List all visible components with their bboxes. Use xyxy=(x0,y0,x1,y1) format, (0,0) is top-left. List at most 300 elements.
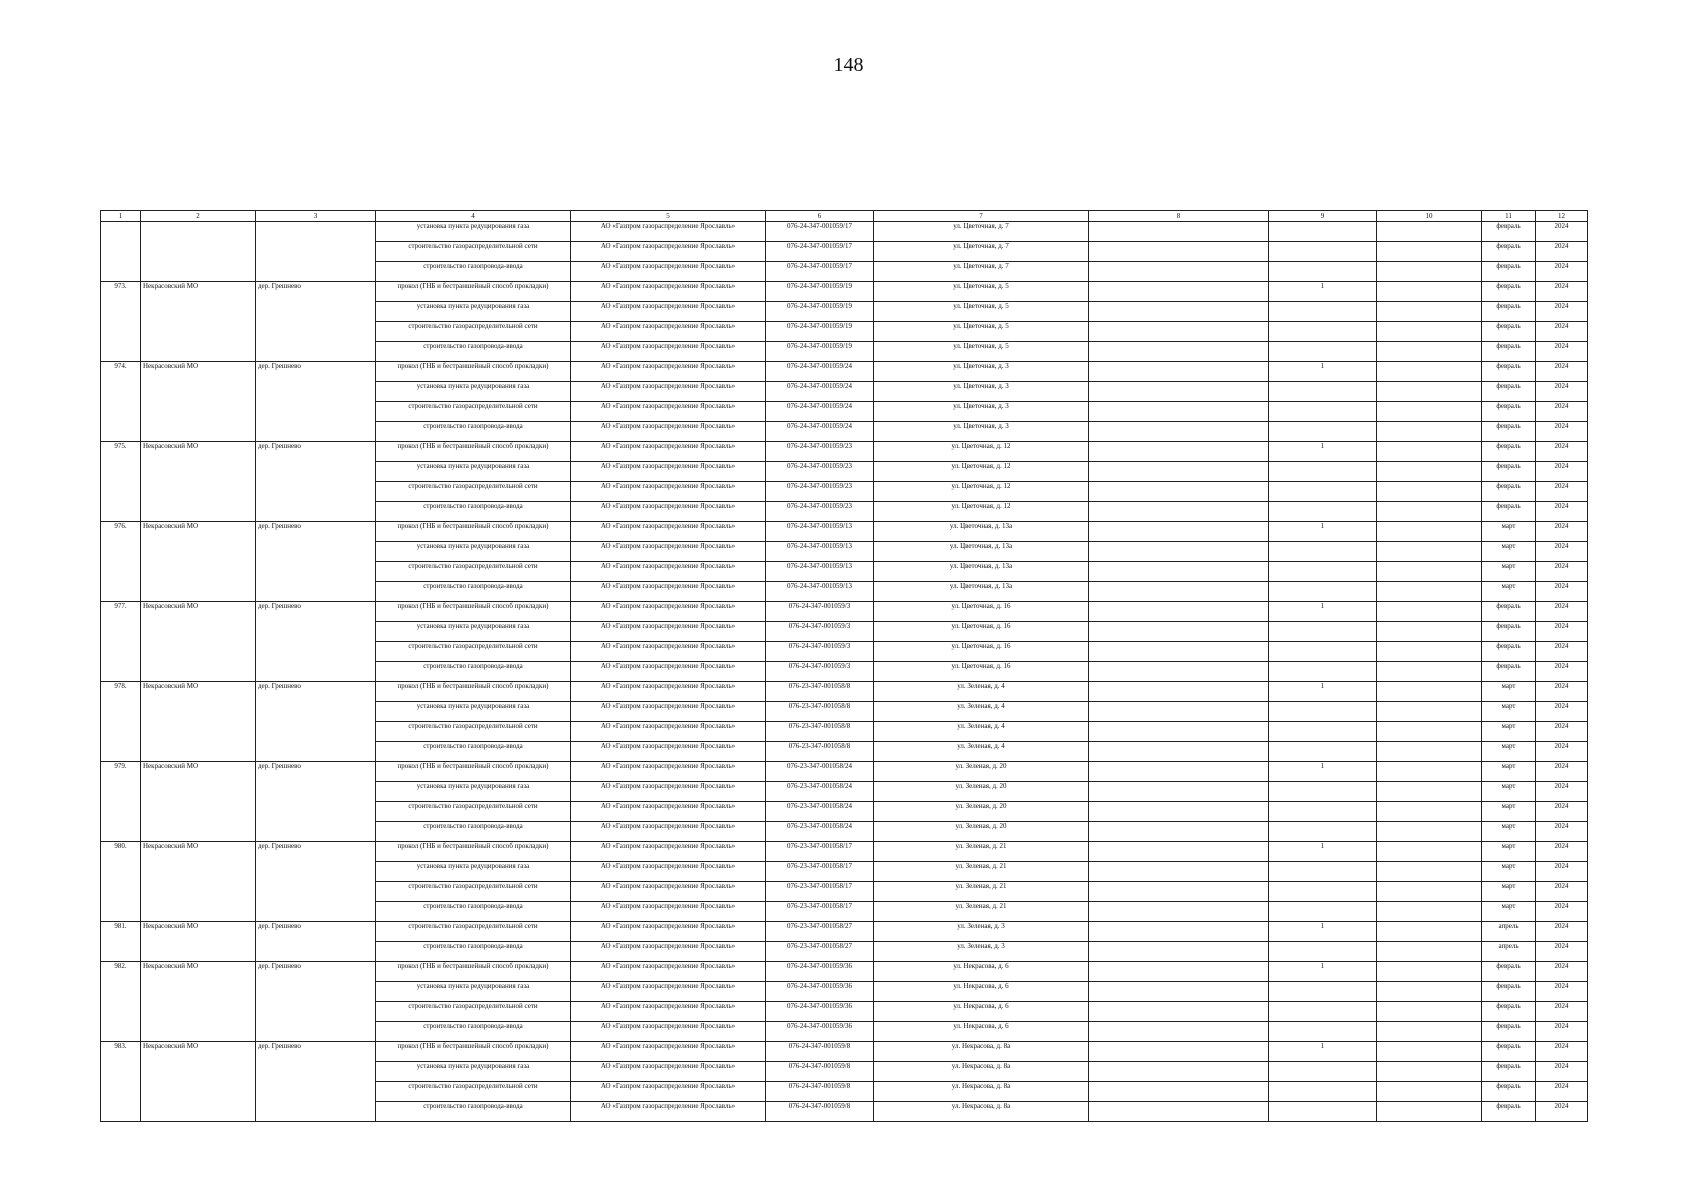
col10-cell xyxy=(1377,662,1482,682)
work-type-cell: прокол (ГНБ и бестраншейный способ прокладки) xyxy=(376,762,571,782)
request-code-cell: 076-23-347-001058/17 xyxy=(766,882,874,902)
col8-cell xyxy=(1089,422,1269,442)
month-cell: февраль xyxy=(1482,262,1536,282)
col8-cell xyxy=(1089,662,1269,682)
year-cell: 2024 xyxy=(1536,382,1588,402)
request-code-cell: 076-24-347-001059/13 xyxy=(766,522,874,542)
count-cell xyxy=(1269,1062,1377,1082)
col10-cell xyxy=(1377,1062,1482,1082)
row-number-cell: 978. xyxy=(101,682,141,762)
address-cell: ул. Цветочная, д. 12 xyxy=(874,482,1089,502)
count-cell xyxy=(1269,722,1377,742)
work-type-cell: установка пункта редуцирования газа xyxy=(376,702,571,722)
month-cell: февраль xyxy=(1482,442,1536,462)
count-cell xyxy=(1269,642,1377,662)
col10-cell xyxy=(1377,522,1482,542)
table-row xyxy=(101,922,1588,942)
count-cell xyxy=(1269,542,1377,562)
year-cell: 2024 xyxy=(1536,562,1588,582)
col10-cell xyxy=(1377,502,1482,522)
municipality-cell: Некрасовский МО xyxy=(141,922,256,962)
row-number-cell: 979. xyxy=(101,762,141,842)
col8-cell xyxy=(1089,242,1269,262)
request-code-cell: 076-24-347-001059/8 xyxy=(766,1062,874,1082)
col8-cell xyxy=(1089,782,1269,802)
col10-cell xyxy=(1377,302,1482,322)
month-cell: март xyxy=(1482,522,1536,542)
organization-cell: АО «Газпром газораспределение Ярославль» xyxy=(571,982,766,1002)
month-cell: март xyxy=(1482,582,1536,602)
col8-cell xyxy=(1089,822,1269,842)
organization-cell: АО «Газпром газораспределение Ярославль» xyxy=(571,1062,766,1082)
address-cell: ул. Зеленая, д. 4 xyxy=(874,702,1089,722)
request-code-cell: 076-24-347-001059/17 xyxy=(766,242,874,262)
request-code-cell: 076-24-347-001059/8 xyxy=(766,1102,874,1122)
work-type-cell: установка пункта редуцирования газа xyxy=(376,462,571,482)
col8-cell xyxy=(1089,982,1269,1002)
count-cell: 1 xyxy=(1269,682,1377,702)
col10-cell xyxy=(1377,742,1482,762)
column-header: 3 xyxy=(256,211,376,222)
count-cell xyxy=(1269,462,1377,482)
work-type-cell: строительство газораспределительной сети xyxy=(376,1002,571,1022)
year-cell: 2024 xyxy=(1536,782,1588,802)
organization-cell: АО «Газпром газораспределение Ярославль» xyxy=(571,642,766,662)
request-code-cell: 076-23-347-001058/27 xyxy=(766,942,874,962)
address-cell: ул. Цветочная, д. 5 xyxy=(874,322,1089,342)
address-cell: ул. Зеленая, д. 20 xyxy=(874,762,1089,782)
month-cell: апрель xyxy=(1482,942,1536,962)
col8-cell xyxy=(1089,322,1269,342)
col10-cell xyxy=(1377,1082,1482,1102)
organization-cell: АО «Газпром газораспределение Ярославль» xyxy=(571,302,766,322)
municipality-cell: Некрасовский МО xyxy=(141,762,256,842)
municipality-cell: Некрасовский МО xyxy=(141,1042,256,1122)
address-cell: ул. Цветочная, д. 13а xyxy=(874,542,1089,562)
col8-cell xyxy=(1089,622,1269,642)
municipality-cell: Некрасовский МО xyxy=(141,282,256,362)
col10-cell xyxy=(1377,262,1482,282)
table-row xyxy=(101,282,1588,302)
table-row xyxy=(101,962,1588,982)
work-type-cell: строительство газопровода-ввода xyxy=(376,502,571,522)
col8-cell xyxy=(1089,1002,1269,1022)
organization-cell: АО «Газпром газораспределение Ярославль» xyxy=(571,442,766,462)
month-cell: февраль xyxy=(1482,982,1536,1002)
address-cell: ул. Цветочная, д. 3 xyxy=(874,362,1089,382)
year-cell: 2024 xyxy=(1536,582,1588,602)
organization-cell: АО «Газпром газораспределение Ярославль» xyxy=(571,902,766,922)
request-code-cell: 076-24-347-001059/13 xyxy=(766,582,874,602)
col10-cell xyxy=(1377,402,1482,422)
count-cell: 1 xyxy=(1269,842,1377,862)
year-cell: 2024 xyxy=(1536,722,1588,742)
organization-cell: АО «Газпром газораспределение Ярославль» xyxy=(571,482,766,502)
col8-cell xyxy=(1089,362,1269,382)
col10-cell xyxy=(1377,942,1482,962)
settlement-cell: дер. Грешнево xyxy=(256,962,376,1042)
col8-cell xyxy=(1089,742,1269,762)
month-cell: февраль xyxy=(1482,322,1536,342)
settlement-cell: дер. Грешнево xyxy=(256,842,376,922)
month-cell: март xyxy=(1482,882,1536,902)
col8-cell xyxy=(1089,722,1269,742)
month-cell: март xyxy=(1482,702,1536,722)
request-code-cell: 076-24-347-001059/24 xyxy=(766,422,874,442)
address-cell: ул. Цветочная, д. 5 xyxy=(874,342,1089,362)
col8-cell xyxy=(1089,402,1269,422)
col8-cell xyxy=(1089,562,1269,582)
col10-cell xyxy=(1377,702,1482,722)
col8-cell xyxy=(1089,462,1269,482)
address-cell: ул. Цветочная, д. 3 xyxy=(874,402,1089,422)
column-number-row xyxy=(101,211,1588,222)
request-code-cell: 076-23-347-001058/24 xyxy=(766,762,874,782)
work-type-cell: установка пункта редуцирования газа xyxy=(376,782,571,802)
settlement-cell: дер. Грешнево xyxy=(256,922,376,962)
year-cell: 2024 xyxy=(1536,982,1588,1002)
work-type-cell: строительство газопровода-ввода xyxy=(376,662,571,682)
address-cell: ул. Цветочная, д. 7 xyxy=(874,222,1089,242)
settlement-cell: дер. Грешнево xyxy=(256,1042,376,1122)
table-body xyxy=(101,222,1588,1122)
organization-cell: АО «Газпром газораспределение Ярославль» xyxy=(571,942,766,962)
col8-cell xyxy=(1089,382,1269,402)
organization-cell: АО «Газпром газораспределение Ярославль» xyxy=(571,462,766,482)
work-type-cell: строительство газораспределительной сети xyxy=(376,642,571,662)
work-type-cell: прокол (ГНБ и бестраншейный способ прокладки) xyxy=(376,682,571,702)
request-code-cell: 076-24-347-001059/23 xyxy=(766,442,874,462)
organization-cell: АО «Газпром газораспределение Ярославль» xyxy=(571,862,766,882)
work-type-cell: строительство газораспределительной сети xyxy=(376,882,571,902)
address-cell: ул. Цветочная, д. 13а xyxy=(874,562,1089,582)
month-cell: февраль xyxy=(1482,462,1536,482)
col8-cell xyxy=(1089,842,1269,862)
organization-cell: АО «Газпром газораспределение Ярославль» xyxy=(571,502,766,522)
request-code-cell: 076-23-347-001058/24 xyxy=(766,822,874,842)
organization-cell: АО «Газпром газораспределение Ярославль» xyxy=(571,262,766,282)
address-cell: ул. Цветочная, д. 5 xyxy=(874,282,1089,302)
col8-cell xyxy=(1089,302,1269,322)
count-cell xyxy=(1269,982,1377,1002)
work-type-cell: строительство газораспределительной сети xyxy=(376,322,571,342)
address-cell: ул. Некрасова, д. 8а xyxy=(874,1042,1089,1062)
work-type-cell: строительство газораспределительной сети xyxy=(376,402,571,422)
column-header: 11 xyxy=(1482,211,1536,222)
address-cell: ул. Цветочная, д. 13а xyxy=(874,582,1089,602)
col10-cell xyxy=(1377,682,1482,702)
request-code-cell: 076-23-347-001058/24 xyxy=(766,802,874,822)
address-cell: ул. Цветочная, д. 3 xyxy=(874,422,1089,442)
address-cell: ул. Зеленая, д. 21 xyxy=(874,882,1089,902)
column-header: 12 xyxy=(1536,211,1588,222)
address-cell: ул. Некрасова, д. 8а xyxy=(874,1102,1089,1122)
count-cell xyxy=(1269,882,1377,902)
organization-cell: АО «Газпром газораспределение Ярославль» xyxy=(571,822,766,842)
month-cell: февраль xyxy=(1482,342,1536,362)
year-cell: 2024 xyxy=(1536,882,1588,902)
count-cell xyxy=(1269,702,1377,722)
request-code-cell: 076-23-347-001058/8 xyxy=(766,722,874,742)
year-cell: 2024 xyxy=(1536,362,1588,382)
address-cell: ул. Цветочная, д. 7 xyxy=(874,262,1089,282)
column-header: 6 xyxy=(766,211,874,222)
month-cell: февраль xyxy=(1482,362,1536,382)
organization-cell: АО «Газпром газораспределение Ярославль» xyxy=(571,422,766,442)
column-header: 5 xyxy=(571,211,766,222)
year-cell: 2024 xyxy=(1536,502,1588,522)
month-cell: февраль xyxy=(1482,422,1536,442)
request-code-cell: 076-24-347-001059/24 xyxy=(766,402,874,422)
work-type-cell: прокол (ГНБ и бестраншейный способ прокладки) xyxy=(376,1042,571,1062)
month-cell: февраль xyxy=(1482,642,1536,662)
col8-cell xyxy=(1089,802,1269,822)
col8-cell xyxy=(1089,1102,1269,1122)
year-cell: 2024 xyxy=(1536,1002,1588,1022)
table-row xyxy=(101,362,1588,382)
organization-cell: АО «Газпром газораспределение Ярославль» xyxy=(571,222,766,242)
work-type-cell: установка пункта редуцирования газа xyxy=(376,382,571,402)
col8-cell xyxy=(1089,482,1269,502)
count-cell xyxy=(1269,582,1377,602)
request-code-cell: 076-24-347-001059/17 xyxy=(766,262,874,282)
count-cell xyxy=(1269,902,1377,922)
settlement-cell: дер. Грешнево xyxy=(256,282,376,362)
organization-cell: АО «Газпром газораспределение Ярославль» xyxy=(571,922,766,942)
year-cell: 2024 xyxy=(1536,662,1588,682)
request-code-cell: 076-24-347-001059/17 xyxy=(766,222,874,242)
count-cell xyxy=(1269,742,1377,762)
request-code-cell: 076-24-347-001059/8 xyxy=(766,1042,874,1062)
address-cell: ул. Зеленая, д. 4 xyxy=(874,742,1089,762)
month-cell: март xyxy=(1482,742,1536,762)
column-header: 9 xyxy=(1269,211,1377,222)
settlement-cell: дер. Грешнево xyxy=(256,522,376,602)
row-number-cell: 980. xyxy=(101,842,141,922)
year-cell: 2024 xyxy=(1536,402,1588,422)
address-cell: ул. Некрасова, д. 6 xyxy=(874,982,1089,1002)
year-cell: 2024 xyxy=(1536,282,1588,302)
request-code-cell: 076-24-347-001059/13 xyxy=(766,562,874,582)
col8-cell xyxy=(1089,682,1269,702)
work-type-cell: прокол (ГНБ и бестраншейный способ прокладки) xyxy=(376,842,571,862)
work-type-cell: строительство газопровода-ввода xyxy=(376,262,571,282)
request-code-cell: 076-24-347-001059/19 xyxy=(766,342,874,362)
col10-cell xyxy=(1377,882,1482,902)
work-type-cell: установка пункта редуцирования газа xyxy=(376,982,571,1002)
request-code-cell: 076-24-347-001059/3 xyxy=(766,622,874,642)
address-cell: ул. Цветочная, д. 5 xyxy=(874,302,1089,322)
organization-cell: АО «Газпром газораспределение Ярославль» xyxy=(571,1042,766,1062)
year-cell: 2024 xyxy=(1536,322,1588,342)
column-header: 10 xyxy=(1377,211,1482,222)
table-row xyxy=(101,1042,1588,1062)
address-cell: ул. Зеленая, д. 4 xyxy=(874,682,1089,702)
work-type-cell: прокол (ГНБ и бестраншейный способ прокладки) xyxy=(376,602,571,622)
work-type-cell: строительство газораспределительной сети xyxy=(376,922,571,942)
count-cell xyxy=(1269,402,1377,422)
request-code-cell: 076-23-347-001058/27 xyxy=(766,922,874,942)
work-type-cell: строительство газопровода-ввода xyxy=(376,1022,571,1042)
municipality-cell: Некрасовский МО xyxy=(141,362,256,442)
work-type-cell: прокол (ГНБ и бестраншейный способ прокладки) xyxy=(376,442,571,462)
address-cell: ул. Цветочная, д. 12 xyxy=(874,462,1089,482)
request-code-cell: 076-24-347-001059/8 xyxy=(766,1082,874,1102)
work-type-cell: строительство газопровода-ввода xyxy=(376,422,571,442)
row-number-cell xyxy=(101,222,141,282)
organization-cell: АО «Газпром газораспределение Ярославль» xyxy=(571,242,766,262)
organization-cell: АО «Газпром газораспределение Ярославль» xyxy=(571,662,766,682)
count-cell xyxy=(1269,1082,1377,1102)
year-cell: 2024 xyxy=(1536,262,1588,282)
organization-cell: АО «Газпром газораспределение Ярославль» xyxy=(571,622,766,642)
request-code-cell: 076-24-347-001059/19 xyxy=(766,282,874,302)
count-cell xyxy=(1269,222,1377,242)
request-code-cell: 076-24-347-001059/24 xyxy=(766,362,874,382)
col10-cell xyxy=(1377,782,1482,802)
col10-cell xyxy=(1377,802,1482,822)
address-cell: ул. Цветочная, д. 3 xyxy=(874,382,1089,402)
col10-cell xyxy=(1377,602,1482,622)
work-type-cell: строительство газораспределительной сети xyxy=(376,1082,571,1102)
count-cell xyxy=(1269,482,1377,502)
request-code-cell: 076-24-347-001059/36 xyxy=(766,962,874,982)
request-code-cell: 076-24-347-001059/23 xyxy=(766,482,874,502)
month-cell: февраль xyxy=(1482,1062,1536,1082)
col8-cell xyxy=(1089,262,1269,282)
col8-cell xyxy=(1089,862,1269,882)
request-code-cell: 076-23-347-001058/8 xyxy=(766,702,874,722)
address-cell: ул. Некрасова, д. 6 xyxy=(874,1022,1089,1042)
col8-cell xyxy=(1089,922,1269,942)
col10-cell xyxy=(1377,762,1482,782)
work-type-cell: строительство газопровода-ввода xyxy=(376,1102,571,1122)
year-cell: 2024 xyxy=(1536,542,1588,562)
organization-cell: АО «Газпром газораспределение Ярославль» xyxy=(571,742,766,762)
row-number-cell: 977. xyxy=(101,602,141,682)
col8-cell xyxy=(1089,502,1269,522)
year-cell: 2024 xyxy=(1536,762,1588,782)
count-cell xyxy=(1269,1002,1377,1022)
registry-table xyxy=(100,210,1588,1122)
count-cell: 1 xyxy=(1269,362,1377,382)
row-number-cell: 976. xyxy=(101,522,141,602)
organization-cell: АО «Газпром газораспределение Ярославль» xyxy=(571,802,766,822)
year-cell: 2024 xyxy=(1536,1102,1588,1122)
work-type-cell: строительство газопровода-ввода xyxy=(376,902,571,922)
month-cell: февраль xyxy=(1482,1002,1536,1022)
count-cell: 1 xyxy=(1269,962,1377,982)
address-cell: ул. Зеленая, д. 21 xyxy=(874,842,1089,862)
count-cell xyxy=(1269,942,1377,962)
table-row xyxy=(101,762,1588,782)
year-cell: 2024 xyxy=(1536,862,1588,882)
year-cell: 2024 xyxy=(1536,822,1588,842)
col8-cell xyxy=(1089,342,1269,362)
request-code-cell: 076-24-347-001059/3 xyxy=(766,662,874,682)
organization-cell: АО «Газпром газораспределение Ярославль» xyxy=(571,1082,766,1102)
month-cell: февраль xyxy=(1482,222,1536,242)
table-row xyxy=(101,222,1588,242)
col10-cell xyxy=(1377,222,1482,242)
organization-cell: АО «Газпром газораспределение Ярославль» xyxy=(571,562,766,582)
month-cell: февраль xyxy=(1482,602,1536,622)
year-cell: 2024 xyxy=(1536,802,1588,822)
work-type-cell: строительство газопровода-ввода xyxy=(376,822,571,842)
col10-cell xyxy=(1377,842,1482,862)
col10-cell xyxy=(1377,1102,1482,1122)
request-code-cell: 076-23-347-001058/8 xyxy=(766,682,874,702)
address-cell: ул. Цветочная, д. 16 xyxy=(874,622,1089,642)
settlement-cell: дер. Грешнево xyxy=(256,762,376,842)
col8-cell xyxy=(1089,1042,1269,1062)
col10-cell xyxy=(1377,1022,1482,1042)
month-cell: февраль xyxy=(1482,1022,1536,1042)
organization-cell: АО «Газпром газораспределение Ярославль» xyxy=(571,602,766,622)
month-cell: февраль xyxy=(1482,302,1536,322)
work-type-cell: строительство газораспределительной сети xyxy=(376,482,571,502)
organization-cell: АО «Газпром газораспределение Ярославль» xyxy=(571,1002,766,1022)
address-cell: ул. Зеленая, д. 21 xyxy=(874,902,1089,922)
request-code-cell: 076-24-347-001059/36 xyxy=(766,1022,874,1042)
request-code-cell: 076-23-347-001058/8 xyxy=(766,742,874,762)
month-cell: апрель xyxy=(1482,922,1536,942)
col10-cell xyxy=(1377,1002,1482,1022)
year-cell: 2024 xyxy=(1536,742,1588,762)
month-cell: февраль xyxy=(1482,1082,1536,1102)
col10-cell xyxy=(1377,582,1482,602)
month-cell: март xyxy=(1482,762,1536,782)
column-header: 2 xyxy=(141,211,256,222)
row-number-cell: 973. xyxy=(101,282,141,362)
month-cell: март xyxy=(1482,782,1536,802)
address-cell: ул. Цветочная, д. 12 xyxy=(874,502,1089,522)
work-type-cell: установка пункта редуцирования газа xyxy=(376,222,571,242)
month-cell: февраль xyxy=(1482,502,1536,522)
col10-cell xyxy=(1377,562,1482,582)
month-cell: март xyxy=(1482,562,1536,582)
col8-cell xyxy=(1089,542,1269,562)
year-cell: 2024 xyxy=(1536,602,1588,622)
col8-cell xyxy=(1089,522,1269,542)
month-cell: февраль xyxy=(1482,282,1536,302)
col8-cell xyxy=(1089,282,1269,302)
month-cell: февраль xyxy=(1482,242,1536,262)
col8-cell xyxy=(1089,442,1269,462)
municipality-cell: Некрасовский МО xyxy=(141,442,256,522)
count-cell: 1 xyxy=(1269,762,1377,782)
count-cell xyxy=(1269,242,1377,262)
col8-cell xyxy=(1089,1082,1269,1102)
page-number: 148 xyxy=(833,54,864,76)
municipality-cell: Некрасовский МО xyxy=(141,842,256,922)
address-cell: ул. Зеленая, д. 20 xyxy=(874,802,1089,822)
count-cell xyxy=(1269,502,1377,522)
col8-cell xyxy=(1089,602,1269,622)
count-cell: 1 xyxy=(1269,522,1377,542)
year-cell: 2024 xyxy=(1536,462,1588,482)
request-code-cell: 076-24-347-001059/23 xyxy=(766,462,874,482)
address-cell: ул. Некрасова, д. 6 xyxy=(874,962,1089,982)
column-header: 4 xyxy=(376,211,571,222)
row-number-cell: 981. xyxy=(101,922,141,962)
organization-cell: АО «Газпром газораспределение Ярославль» xyxy=(571,702,766,722)
request-code-cell: 076-24-347-001059/19 xyxy=(766,302,874,322)
count-cell xyxy=(1269,262,1377,282)
work-type-cell: прокол (ГНБ и бестраншейный способ прокладки) xyxy=(376,962,571,982)
year-cell: 2024 xyxy=(1536,842,1588,862)
count-cell xyxy=(1269,782,1377,802)
